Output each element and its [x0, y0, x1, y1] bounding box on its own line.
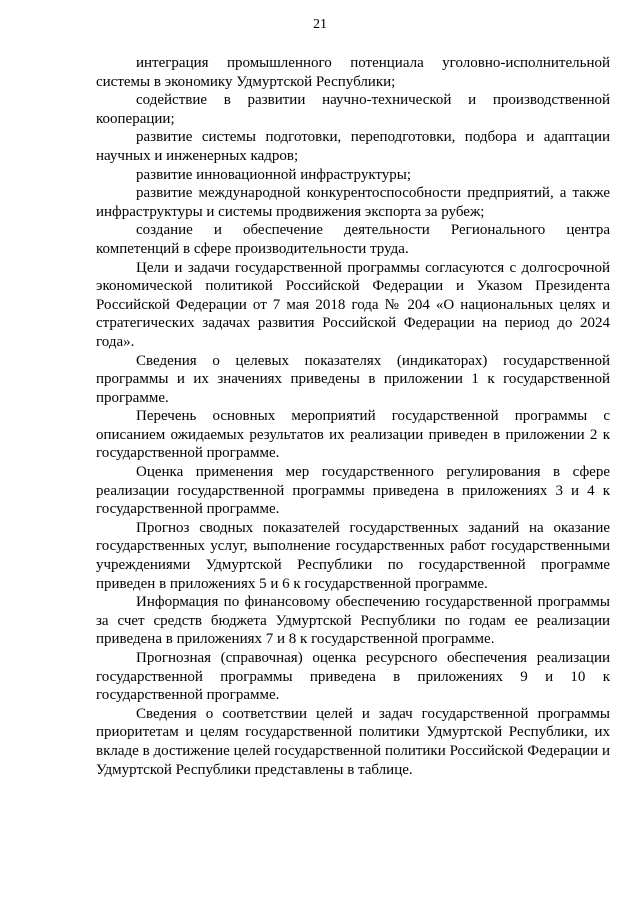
page-number: 21 — [313, 17, 327, 32]
paragraph-competence-center: создание и обеспечение деятельности Регионального центра компетенций в сфере производительности труда. — [96, 222, 610, 257]
paragraph-goals-alignment: Цели и задачи государственной программы согласуются с долгосрочной экономической политикой Российской Федерации и Указом Президента Российской Федерации от 7 мая 2018 года № 204 «О национальных целях и стратегических задачах развития Российской Федерации на период до 2024 года». — [96, 259, 610, 350]
paragraph-personnel-training: развитие системы подготовки, переподготовки, подбора и адаптации научных и инженерных кадров; — [96, 129, 610, 164]
paragraph-innovation-infrastructure: развитие инновационной инфраструктуры; — [136, 166, 412, 183]
paragraph-competitiveness-export: развитие международной конкурентоспособности предприятий, а также инфраструктуры и системы продвижения экспорта за рубеж; — [96, 185, 610, 220]
paragraph-resource-estimate: Прогнозная (справочная) оценка ресурсного обеспечения реализации государственной программы приведена в приложениях 9 и 10 к государственной программе. — [96, 650, 610, 704]
paragraph-target-indicators: Сведения о целевых показателях (индикаторах) государственной программы и их значениях приведены в приложении 1 к государственной программе. — [96, 352, 610, 406]
paragraph-policy-correspondence: Сведения о соответствии целей и задач государственной программы приоритетам и целям государственной политики Удмуртской Республики, их вкладе в достижение целей государственной политики Российской Федерации и Удмуртской Республики представлены в таблице. — [96, 705, 610, 778]
paragraph-state-assignments: Прогноз сводных показателей государственных заданий на оказание государственных услуг, выполнение государственных работ государственными учреждениями Удмуртской Республики по государственной программе приведен в приложениях 5 и 6 к государственной программе. — [96, 519, 610, 592]
paragraph-cooperation: содействие в развитии научно-технической и производственной кооперации; — [96, 92, 610, 127]
paragraph-financial-support: Информация по финансовому обеспечению государственной программы за счет средств бюджета Удмуртской Республики по годам ее реализации приведена в приложениях 7 и 8 к государственной программе. — [96, 594, 610, 648]
document-body — [96, 54, 610, 779]
paragraph-industrial-integration: интеграция промышленного потенциала уголовно-исполнительной системы в экономику Удмуртской Республики; — [96, 55, 610, 90]
paragraph-main-activities: Перечень основных мероприятий государственной программы с описанием ожидаемых результатов их реализации приведен в приложении 2 к государственной программе. — [96, 408, 610, 462]
paragraph-regulation-measures: Оценка применения мер государственного регулирования в сфере реализации государственной программы приведена в приложениях 3 и 4 к государственной программе. — [96, 464, 610, 518]
